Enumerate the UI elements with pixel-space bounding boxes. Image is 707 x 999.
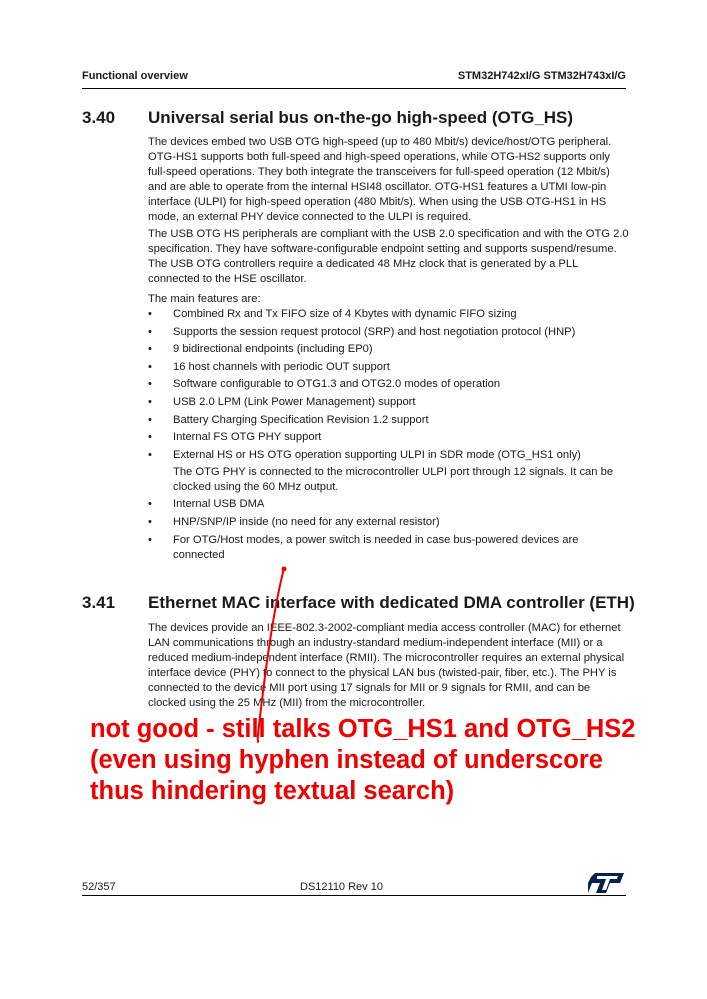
list-item-text: External HS or HS OTG operation supporting ULPI in SDR mode (OTG_HS1 only) xyxy=(173,448,581,461)
otg-intro-paragraph: The devices embed two USB OTG high-speed (up to 480 Mbit/s) device/host/OTG peripheral. OTG-HS1 supports both full-speed and high-speed operations, while OTG-HS2 supports only full-speed operations. They both integrate the transceivers for full-speed operation (12 Mbit/s) and are able to operate from the internal HSI48 oscillator. OTG-HS1 features a UTMI low-pin interface (ULPI) for high-speed operation (480 Mbit/s). When using the USB OTG-HS1 in HS mode, an external PHY device connected to the ULPI is required. xyxy=(148,136,612,223)
st-logo-icon xyxy=(588,873,624,896)
ethernet-paragraph: The devices provide an IEEE-802.3-2002-compliant media access controller (MAC) for ethernet LAN communications through an industry-standard medium-independent interface (MII) or a reduced medium-independent interface (RMII). The microcontroller requires an external physical interface device (PHY) to connect to the physical LAN bus (twisted-pair, fiber, etc.). The PHY is connected to the device MII port using 17 signals for MII or 9 signals for RMII, and can be clocked using the 25 MHz (MII) from the microcontroller. xyxy=(148,622,625,709)
list-item-text: Battery Charging Specification Revision 1.2 support xyxy=(173,413,429,426)
annotation-line: (even using hyphen instead of underscore xyxy=(90,746,603,774)
list-item-note: The OTG PHY is connected to the microcontroller ULPI port through 12 signals. It can be clocked using the 60 MHz output. xyxy=(173,465,614,493)
list-item-text: Internal USB DMA xyxy=(173,498,265,511)
bullet: • xyxy=(148,431,152,444)
list-item-text: HNP/SNP/IP inside (no need for any external resistor) xyxy=(173,515,440,528)
bullet: • xyxy=(148,325,152,338)
main-features-intro: The main features are: xyxy=(148,293,261,305)
section-number: 3.40 xyxy=(82,108,116,127)
section-number: 3.41 xyxy=(82,593,116,612)
page-number: 52/357 xyxy=(82,881,116,893)
bullet: • xyxy=(148,498,152,511)
annotation-line: thus hindering textual search) xyxy=(90,777,455,805)
list-item-text: Internal FS OTG PHY support xyxy=(173,431,322,444)
red-annotation-note xyxy=(90,714,690,807)
bullet: • xyxy=(148,448,152,461)
list-item-text: Software configurable to OTG1.3 and OTG2.0 modes of operation xyxy=(173,378,501,391)
list-item-text: USB 2.0 LPM (Link Power Management) support xyxy=(173,395,416,408)
bullet: • xyxy=(148,308,152,320)
document-revision: DS12110 Rev 10 xyxy=(300,881,383,893)
list-item-text: Supports the session request protocol (SRP) and host negotiation protocol (HNP) xyxy=(173,325,576,338)
bullet: • xyxy=(148,343,152,356)
bullet: • xyxy=(148,413,152,426)
header-section-name: Functional overview xyxy=(82,70,188,82)
bullet: • xyxy=(148,533,152,546)
otg-compliance-paragraph: The USB OTG HS peripherals are compliant with the USB 2.0 specification and with the OTG 2.0 specification. They have software-configurable endpoint setting and supports suspend/resume. The USB OTG controllers require a dedicated 48 MHz clock that is generated by a PLL connected to the HSE oscillator. xyxy=(148,228,629,285)
annotation-line: not good - still talks OTG_HS1 and OTG_HS2 xyxy=(90,715,636,743)
bullet: • xyxy=(148,395,152,408)
section-title: Universal serial bus on-the-go high-speed (OTG_HS) xyxy=(148,108,574,127)
list-item-text: Combined Rx and Tx FIFO size of 4 Kbytes with dynamic FIFO sizing xyxy=(173,308,517,320)
list-item-text: For OTG/Host modes, a power switch is needed in case bus-powered devices are connected xyxy=(173,533,579,561)
bullet: • xyxy=(148,378,152,391)
page-footer xyxy=(82,877,626,896)
bullet: • xyxy=(148,360,152,373)
list-item-text: 9 bidirectional endpoints (including EP0) xyxy=(173,343,373,356)
header-part-numbers: STM32H742xI/G STM32H743xI/G xyxy=(457,70,626,82)
list-item-text: 16 host channels with periodic OUT support xyxy=(173,360,390,373)
section-title: Ethernet MAC interface with dedicated DMA controller (ETH) xyxy=(148,593,635,612)
bullet: • xyxy=(148,515,152,528)
